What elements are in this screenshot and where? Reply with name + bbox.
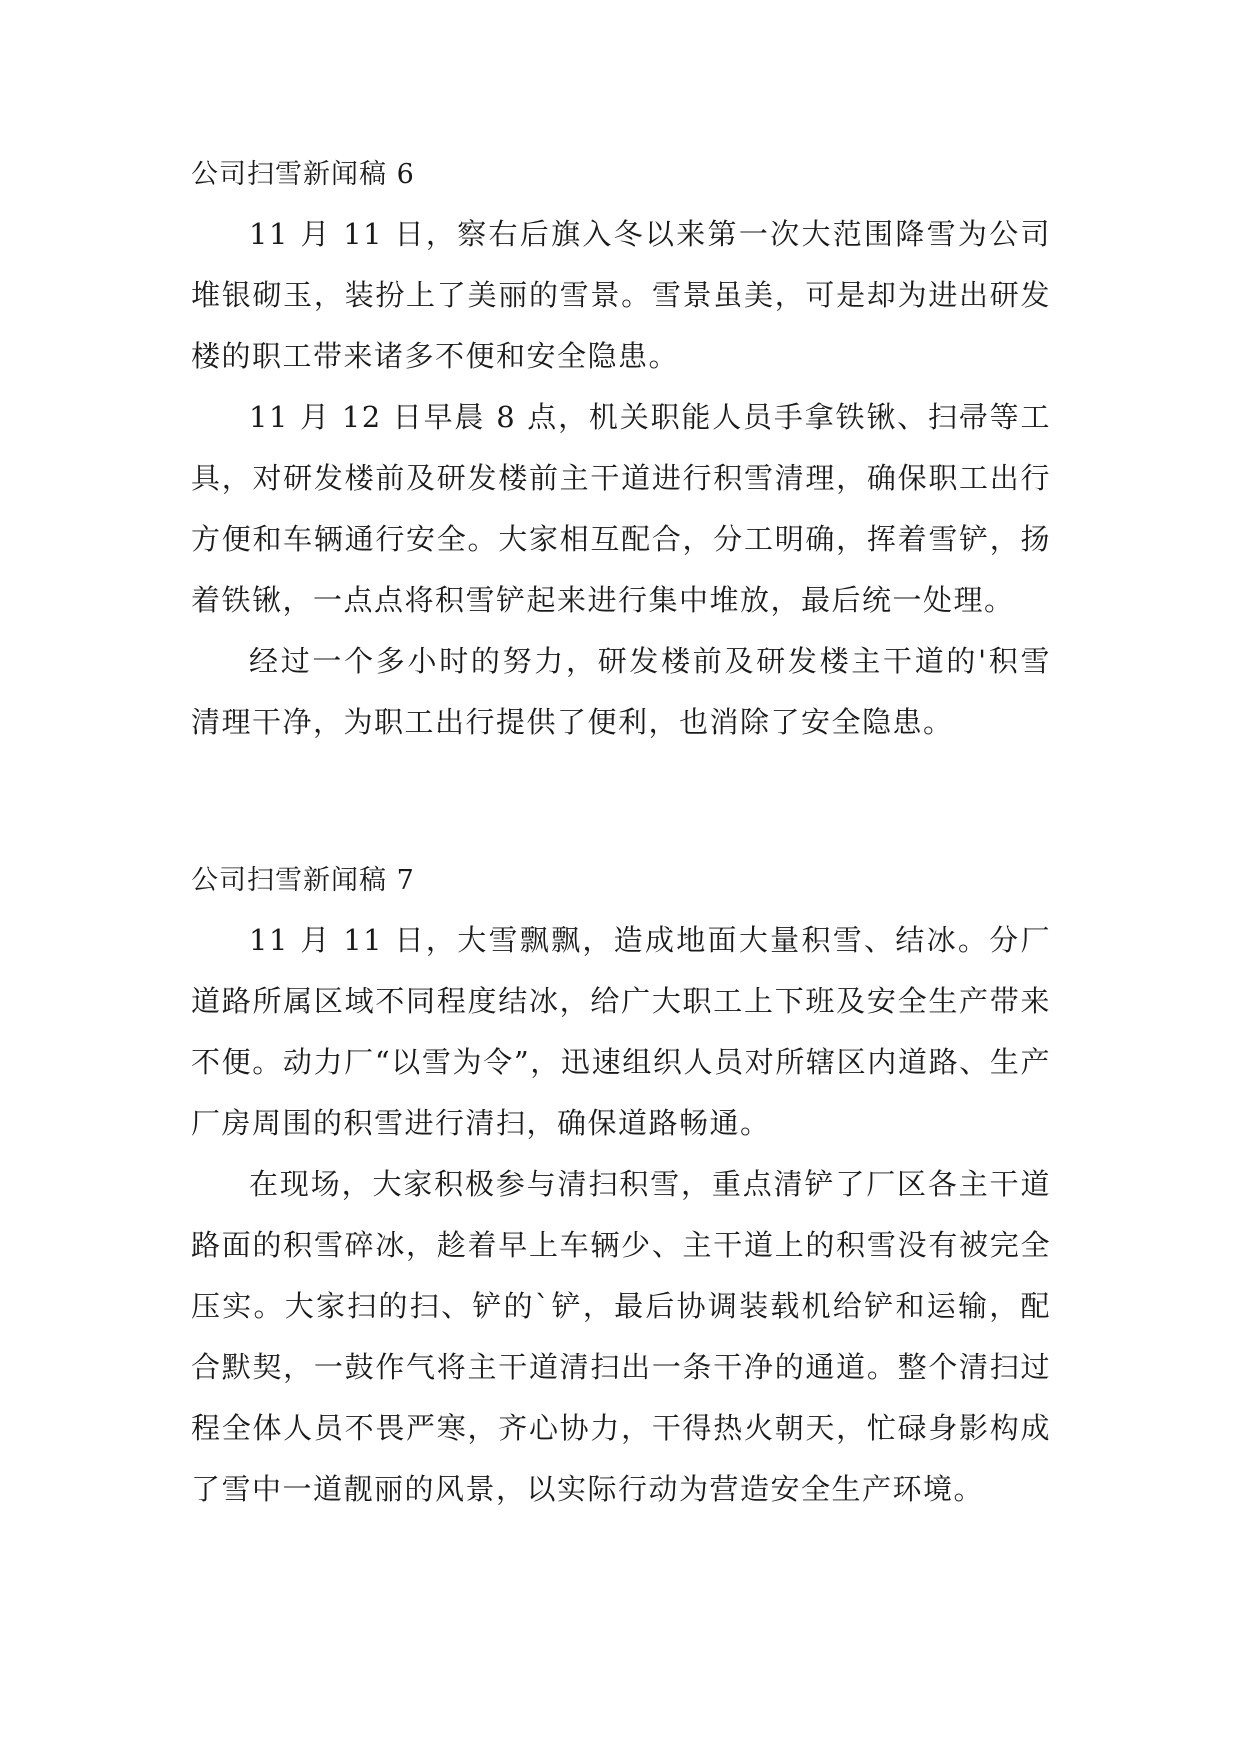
article-7: [191, 864, 1051, 1520]
article-title: 公司扫雪新闻稿 7: [191, 865, 415, 896]
article-paragraph: 11 月 12 日早晨 8 点，机关职能人员手拿铁锹、扫帚等工具，对研发楼前及研发楼前主干道进行积雪清理，确保职工出行方便和车辆通行安全。大家相互配合，分工明确，挥着雪铲，扬着铁锹，一点点将积雪铲起来进行集中堆放，最后统一处理。: [191, 400, 1051, 617]
article-paragraph: 11 月 11 日，察右后旗入冬以来第一次大范围降雪为公司堆银砌玉，装扮上了美丽的雪景。雪景虽美，可是却为进出研发楼的职工带来诸多不便和安全隐患。: [191, 217, 1051, 373]
article-6: [191, 158, 1051, 753]
article-paragraph: 在现场，大家积极参与清扫积雪，重点清铲了厂区各主干道路面的积雪碎冰，趁着早上车辆少、主干道上的积雪没有被完全压实。大家扫的扫、铲的`铲，最后协调装载机给铲和运输，配合默契，一鼓作气将主干道清扫出一条干净的通道。整个清扫过程全体人员不畏严寒，齐心协力，干得热火朝天，忙碌身影构成了雪中一道靓丽的风景，以实际行动为营造安全生产环境。: [191, 1167, 1051, 1506]
article-paragraph: 11 月 11 日，大雪飘飘，造成地面大量积雪、结冰。分厂道路所属区域不同程度结冰，给广大职工上下班及安全生产带来不便。动力厂“以雪为令”，迅速组织人员对所辖区内道路、生产厂房周围的积雪进行清扫，确保道路畅通。: [191, 923, 1051, 1140]
article-title: 公司扫雪新闻稿 6: [191, 159, 415, 190]
article-paragraph: 经过一个多小时的努力，研发楼前及研发楼主干道的'积雪清理干净，为职工出行提供了便利，也消除了安全隐患。: [191, 644, 1051, 739]
